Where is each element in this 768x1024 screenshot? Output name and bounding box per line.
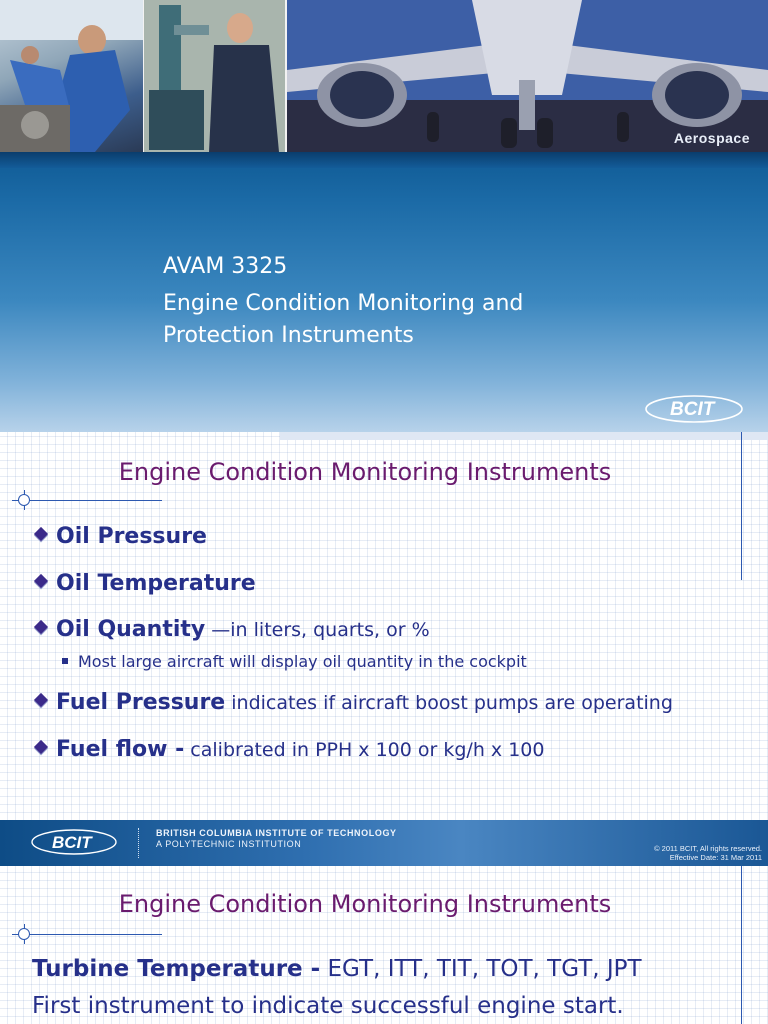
footer-separator bbox=[138, 828, 139, 858]
slide-turbine-temperature bbox=[0, 866, 768, 1024]
decor-circle bbox=[18, 928, 30, 940]
bullet-fuel-pressure: Fuel Pressure indicates if aircraft boost pumps are operating bbox=[32, 690, 673, 715]
diamond-bullet-icon bbox=[34, 620, 48, 634]
bcit-footer-logo bbox=[30, 826, 120, 858]
bcit-footer-band bbox=[0, 820, 768, 866]
slide-title-line2: Protection Instruments bbox=[163, 323, 414, 348]
diamond-bullet-icon bbox=[34, 693, 48, 707]
decor-circle bbox=[18, 494, 30, 506]
bcit-logo bbox=[644, 392, 746, 426]
institute-name bbox=[156, 828, 397, 850]
slide-heading: Engine Condition Monitoring Instruments bbox=[118, 890, 612, 918]
slide-heading: Engine Condition Monitoring Instruments bbox=[118, 458, 612, 486]
photo-jet-aircraft bbox=[287, 0, 768, 152]
bullet-oil-temperature: Oil Temperature bbox=[32, 571, 256, 596]
header-band bbox=[0, 152, 768, 168]
institute-line2: A POLYTECHNIC INSTITUTION bbox=[156, 839, 302, 849]
diamond-bullet-icon bbox=[34, 527, 48, 541]
decor-line bbox=[12, 934, 162, 935]
copyright-notice bbox=[654, 844, 762, 862]
slide-title bbox=[163, 288, 583, 352]
subbullet-oil-quantity-cockpit: Most large aircraft will display oil quantity in the cockpit bbox=[62, 652, 527, 671]
institute-line1: BRITISH COLUMBIA INSTITUTE OF TECHNOLOGY bbox=[156, 828, 397, 838]
slide-oil-fuel-instruments bbox=[0, 432, 768, 820]
photo-students-workshop bbox=[0, 0, 143, 152]
decor-line bbox=[12, 500, 162, 501]
engine-start-line: First instrument to indicate successful engine start. bbox=[32, 993, 624, 1019]
bullet-fuel-flow: Fuel flow - calibrated in PPH x 100 or kg/h x 100 bbox=[32, 737, 544, 762]
aerospace-label: Aerospace bbox=[673, 130, 750, 146]
decor-line bbox=[741, 432, 742, 580]
effective-date: Effective Date: 31 Mar 2011 bbox=[669, 853, 762, 862]
square-bullet-icon bbox=[62, 658, 68, 664]
bullet-oil-pressure: Oil Pressure bbox=[32, 524, 207, 549]
slide-title-line1: Engine Condition Monitoring and bbox=[163, 291, 524, 316]
decor-line bbox=[741, 866, 742, 1024]
svg-text:BCIT: BCIT bbox=[670, 399, 715, 420]
turbine-temperature-line: Turbine Temperature - EGT, ITT, TIT, TOT, TGT, JPT bbox=[32, 956, 642, 982]
title-slide bbox=[0, 0, 768, 432]
copyright-text: © 2011 BCIT, All rights reserved. bbox=[654, 844, 762, 853]
photo-student-drill-press bbox=[144, 0, 286, 152]
diamond-bullet-icon bbox=[34, 574, 48, 588]
diamond-bullet-icon bbox=[34, 740, 48, 754]
course-code: AVAM 3325 bbox=[163, 254, 288, 279]
bullet-oil-quantity: Oil Quantity —in liters, quarts, or % bbox=[32, 617, 430, 642]
svg-text:BCIT: BCIT bbox=[52, 833, 92, 852]
decor-bar bbox=[280, 432, 768, 440]
